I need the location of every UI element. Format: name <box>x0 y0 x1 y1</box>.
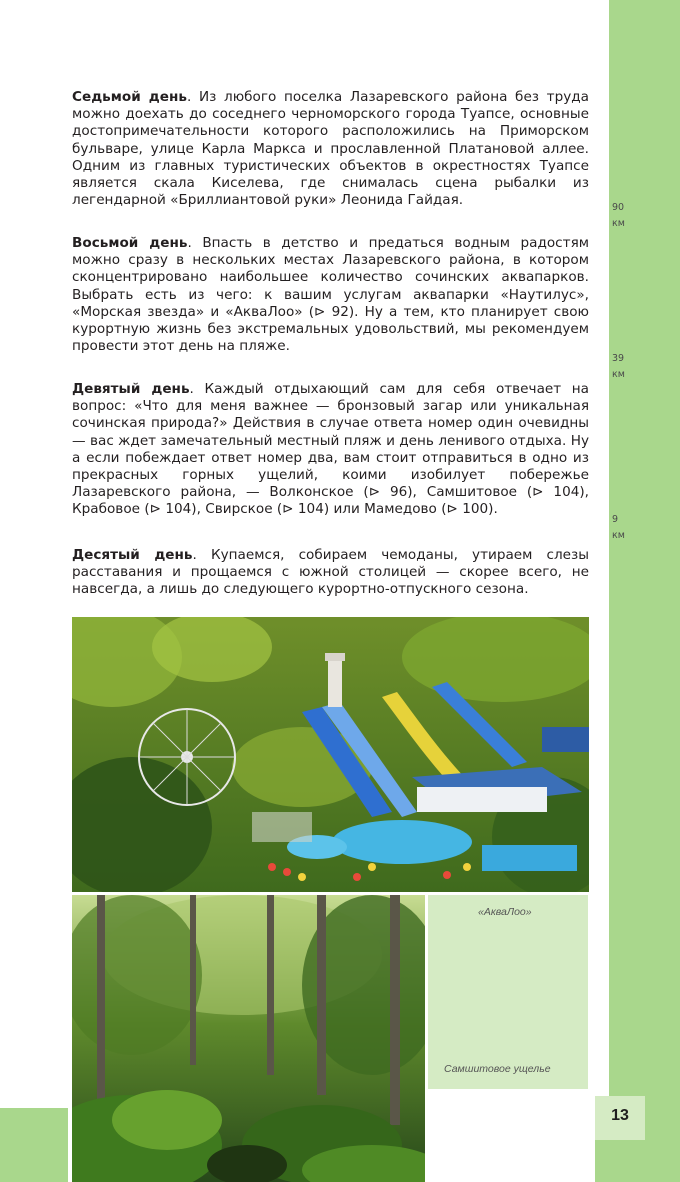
paragraph-text: . Каждый отдыхающий сам для себя отвечает на вопрос: «Что для меня важнее — бронзовый загар или уникальная сочинская природа?» Действия в случае ответа номер один очевидны — вас ждет замечательный местный пляж и день ленивого отдыха. Ну а если побеждает ответ номер два, вам стоит отправиться в одно из прекрасных горных ущелий, коими изобилует побережье Лазаревского района, — Волконское (⊳ 96), Самшитовое (⊳ 104), Крабовое (⊳ 104), Свирское (⊳ 104) или Мамедово (⊳ 100). <box>72 381 589 518</box>
distance-unit: км <box>612 218 625 229</box>
paragraph-text: . Из любого поселка Лазаревского района без труда можно доехать до соседнего черноморского города Туапсе, основные достопримечательности которого расположились на Приморском бульваре, улице Карла Маркса и прославленной Платановой аллее. Одним из главных туристических объектов в окрестностях Туапсе является скала Киселева, где снималась сцена рыбалки из легендарной «Бриллиантовой руки» Леонида Гайдая. <box>72 89 589 209</box>
paragraph-day-9 <box>72 381 589 519</box>
aquapark-photo <box>72 617 589 892</box>
distance-value: 39 <box>612 353 625 364</box>
distance-unit: км <box>612 530 625 541</box>
distance-value: 9 <box>612 514 619 525</box>
paragraph-heading: Восьмой день <box>72 235 188 251</box>
gorge-illustration <box>72 895 425 1182</box>
paragraph-day-10 <box>72 547 589 599</box>
caption-aqualoo: «АкваЛоо» <box>478 906 532 918</box>
distance-value: 90 <box>612 202 625 213</box>
distance-unit: км <box>612 369 625 380</box>
caption-samshit: Самшитовое ущелье <box>444 1063 551 1075</box>
gorge-photo <box>72 895 425 1182</box>
footer-band-left <box>0 1108 68 1182</box>
paragraph-text: . Купаемся, собираем чемоданы, утираем слезы расставания и прощаемся с южной столицей — скорее всего, не навсегда, а лишь до следующего курортно-отпускного сезона. <box>72 547 589 598</box>
paragraph-heading: Десятый день <box>72 547 193 563</box>
distance-marker-2 <box>612 351 636 383</box>
right-margin-band <box>609 0 680 1096</box>
paragraph-day-7 <box>72 89 589 209</box>
paragraph-heading: Девятый день <box>72 381 190 397</box>
caption-panel <box>428 895 588 1089</box>
distance-marker-3 <box>612 512 636 544</box>
aquapark-illustration <box>72 617 589 892</box>
distance-marker-1 <box>612 200 636 232</box>
paragraph-heading: Седьмой день <box>72 89 187 105</box>
paragraph-day-8 <box>72 235 589 355</box>
paragraph-text: . Впасть в детство и предаться водным радостям можно сразу в нескольких местах Лазаревского района, в котором сконцентрировано наибольшее количество сочинских аквапарков. Выбрать есть из чего: к вашим услугам аквапарки «Наутилус», «Морская звезда» и «АкваЛоо» (⊳ 92). Ну а тем, кто планирует свою курортную жизнь без экстремальных удовольствий, мы рекомендуем провести этот день на пляже. <box>72 235 590 355</box>
page-number: 13 <box>611 1107 629 1124</box>
